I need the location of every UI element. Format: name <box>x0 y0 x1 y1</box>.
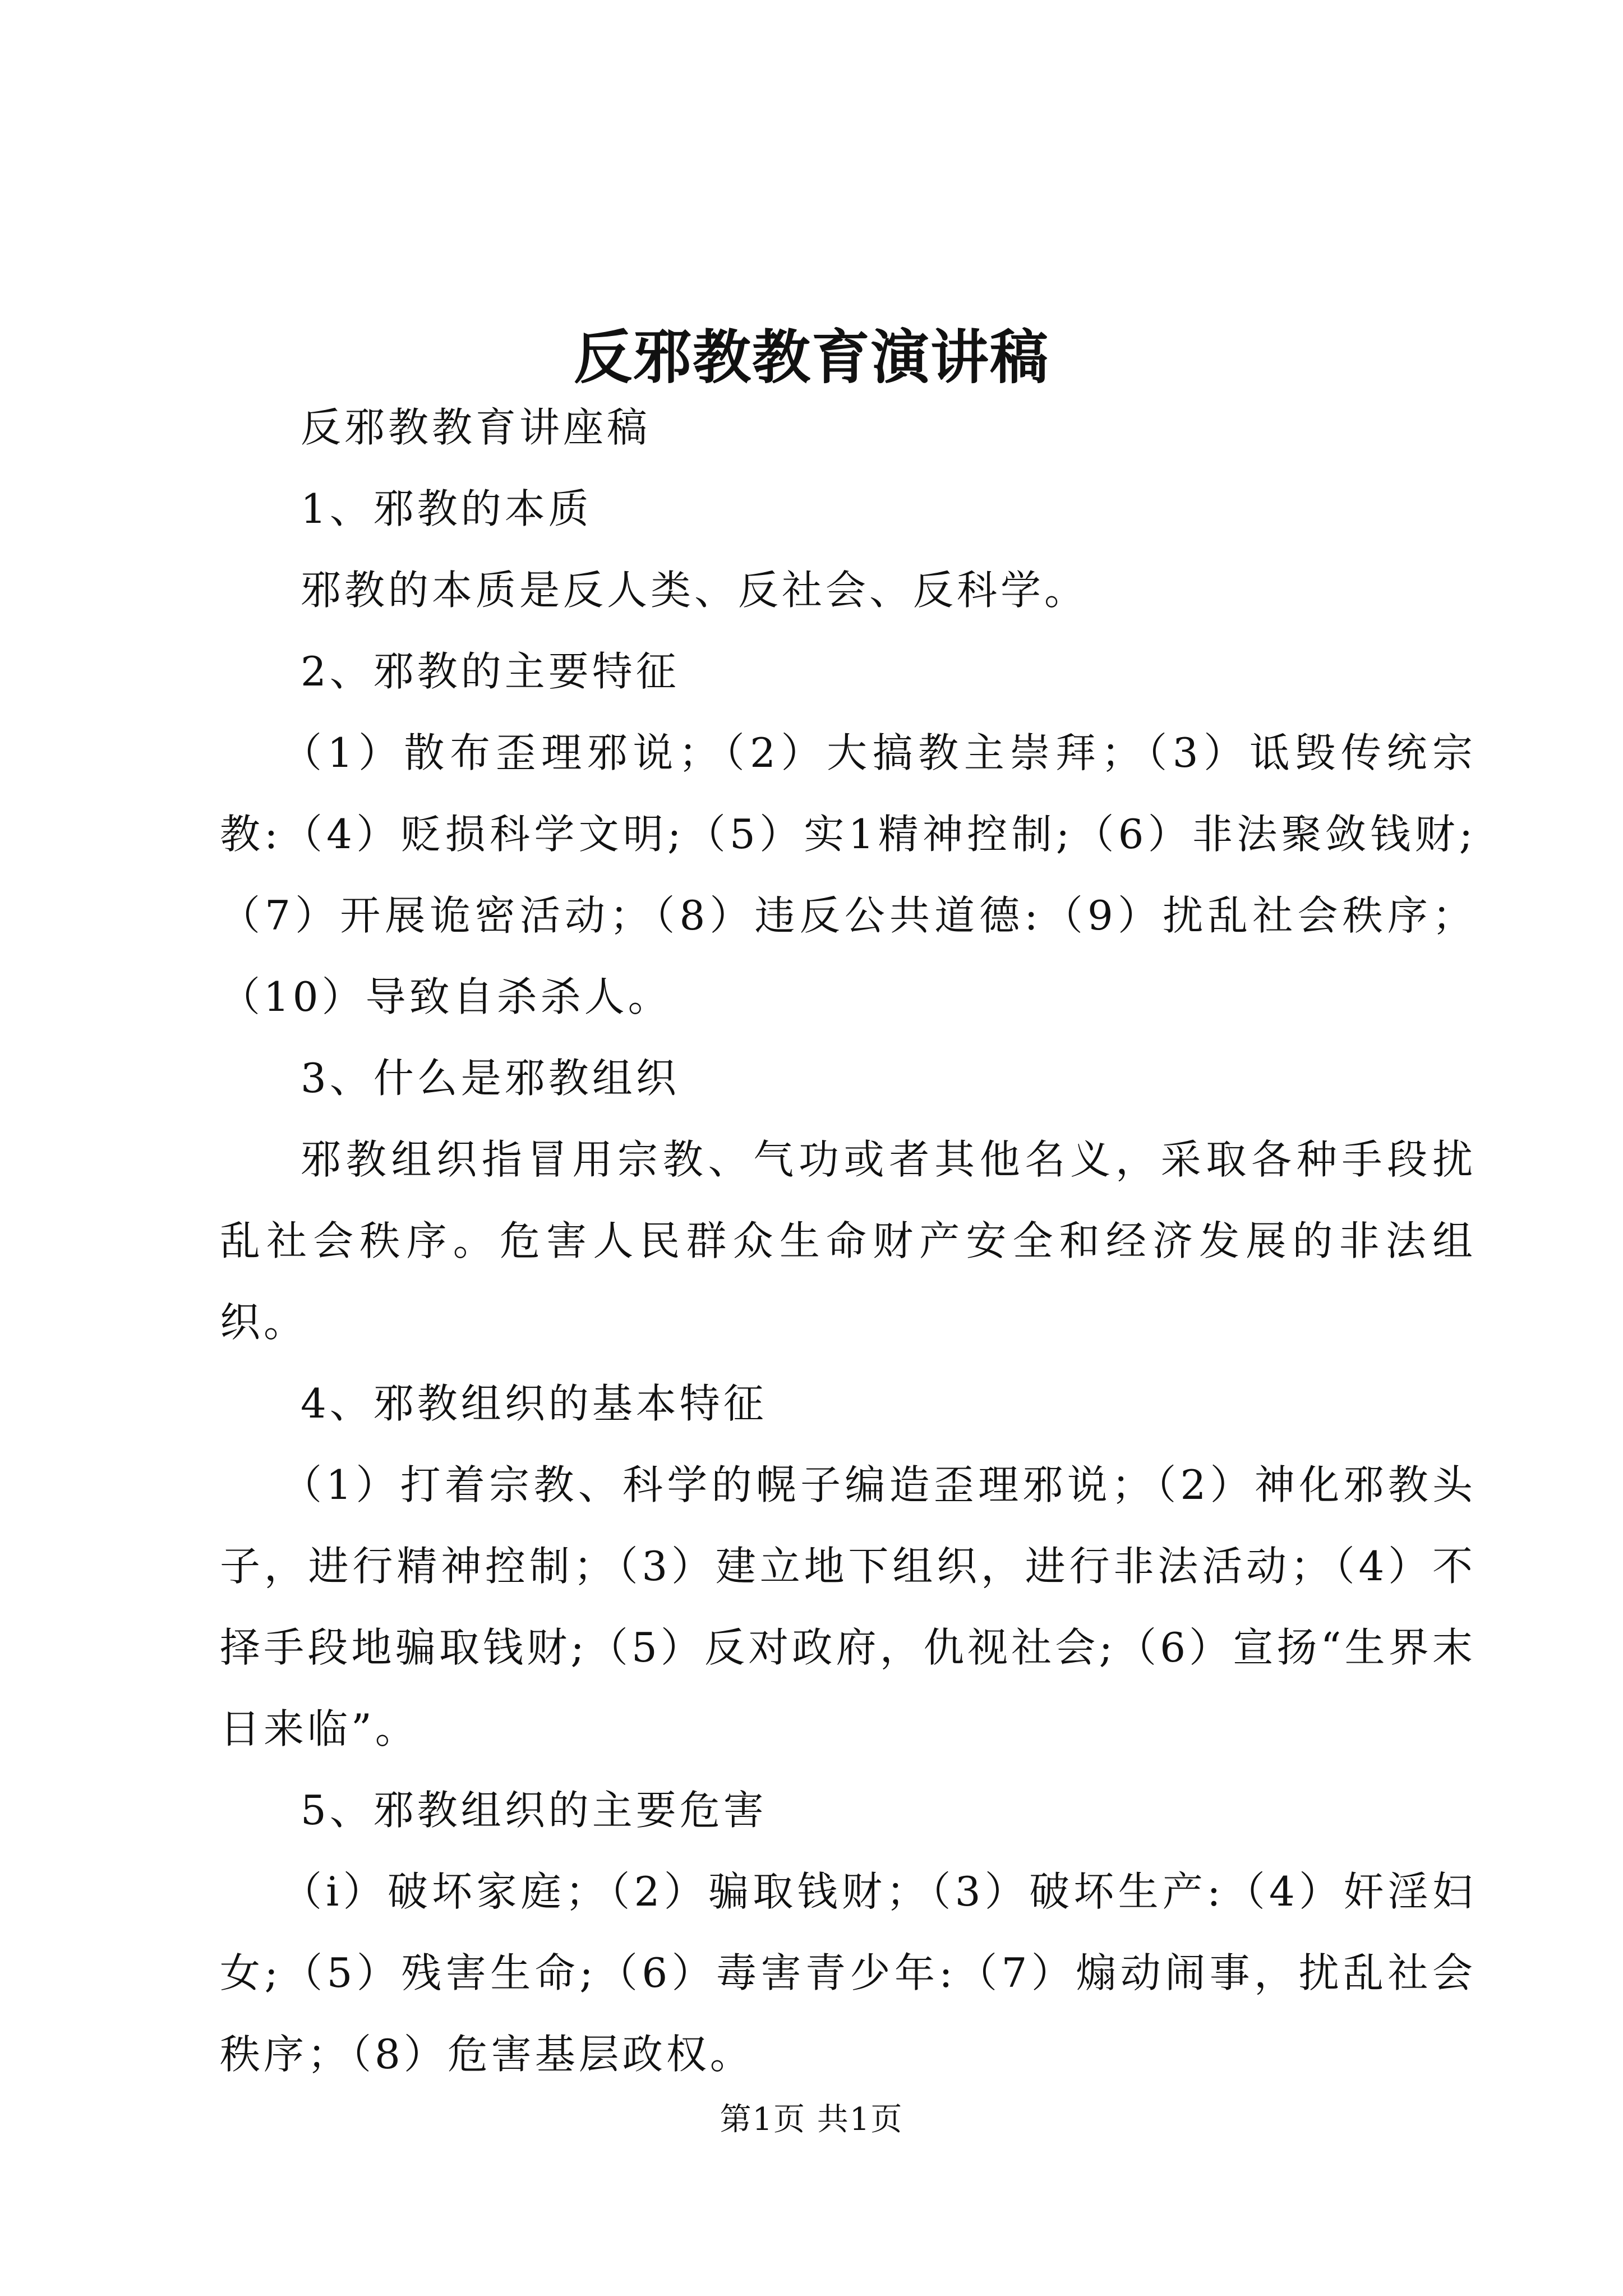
page-footer: 第1页 共1页 <box>720 2101 903 2138</box>
heading-1: 1、邪教的本质 <box>301 485 592 532</box>
heading-2: 2、邪教的主要特征 <box>301 648 680 695</box>
document-body <box>220 387 1476 2095</box>
heading-3: 3、什么是邪教组织 <box>301 1055 680 1102</box>
paragraph-subtitle: 反邪教教育讲座稿 <box>301 404 651 451</box>
paragraph-4: （1）打着宗教、科学的幌子编造歪理邪说；（2）神化邪教头子，进行精神控制；（3）建立地下组织，进行非法活动；（4）不择手段地骗取钱财;（5）反对政府，仇视社会;（6）宣扬“生界末日来临”。 <box>220 1461 1476 1752</box>
paragraph-3: 邪教组织指冒用宗教、气功或者其他名义，采取各种手段扰乱社会秩序。危害人民群众生命财产安全和经济发展的非法组织。 <box>220 1136 1476 1346</box>
heading-5: 5、邪教组织的主要危害 <box>301 1787 767 1834</box>
heading-4: 4、邪教组织的基本特征 <box>301 1380 767 1427</box>
document-title: 反邪教教育演讲稿 <box>573 322 1049 392</box>
paragraph-2: （1）散布歪理邪说；（2）大搞教主崇拜；（3）诋毁传统宗教:（4）贬损科学文明;（5）实1精神控制;（6）非法聚敛钱财;（7）开展诡密活动；（8）违反公共道德:（9）扰乱社会秩序；（10）导致自杀杀人。 <box>220 729 1476 1020</box>
paragraph-1: 邪教的本质是反人类、反社会、反科学。 <box>301 567 1089 614</box>
paragraph-5: （i）破坏家庭；（2）骗取钱财；（3）破坏生产:（4）奸淫妇女;（5）残害生命;（6）毒害青少年:（7）煽动闹事，扰乱社会秩序；（8）危害基层政权。 <box>220 1868 1476 2078</box>
